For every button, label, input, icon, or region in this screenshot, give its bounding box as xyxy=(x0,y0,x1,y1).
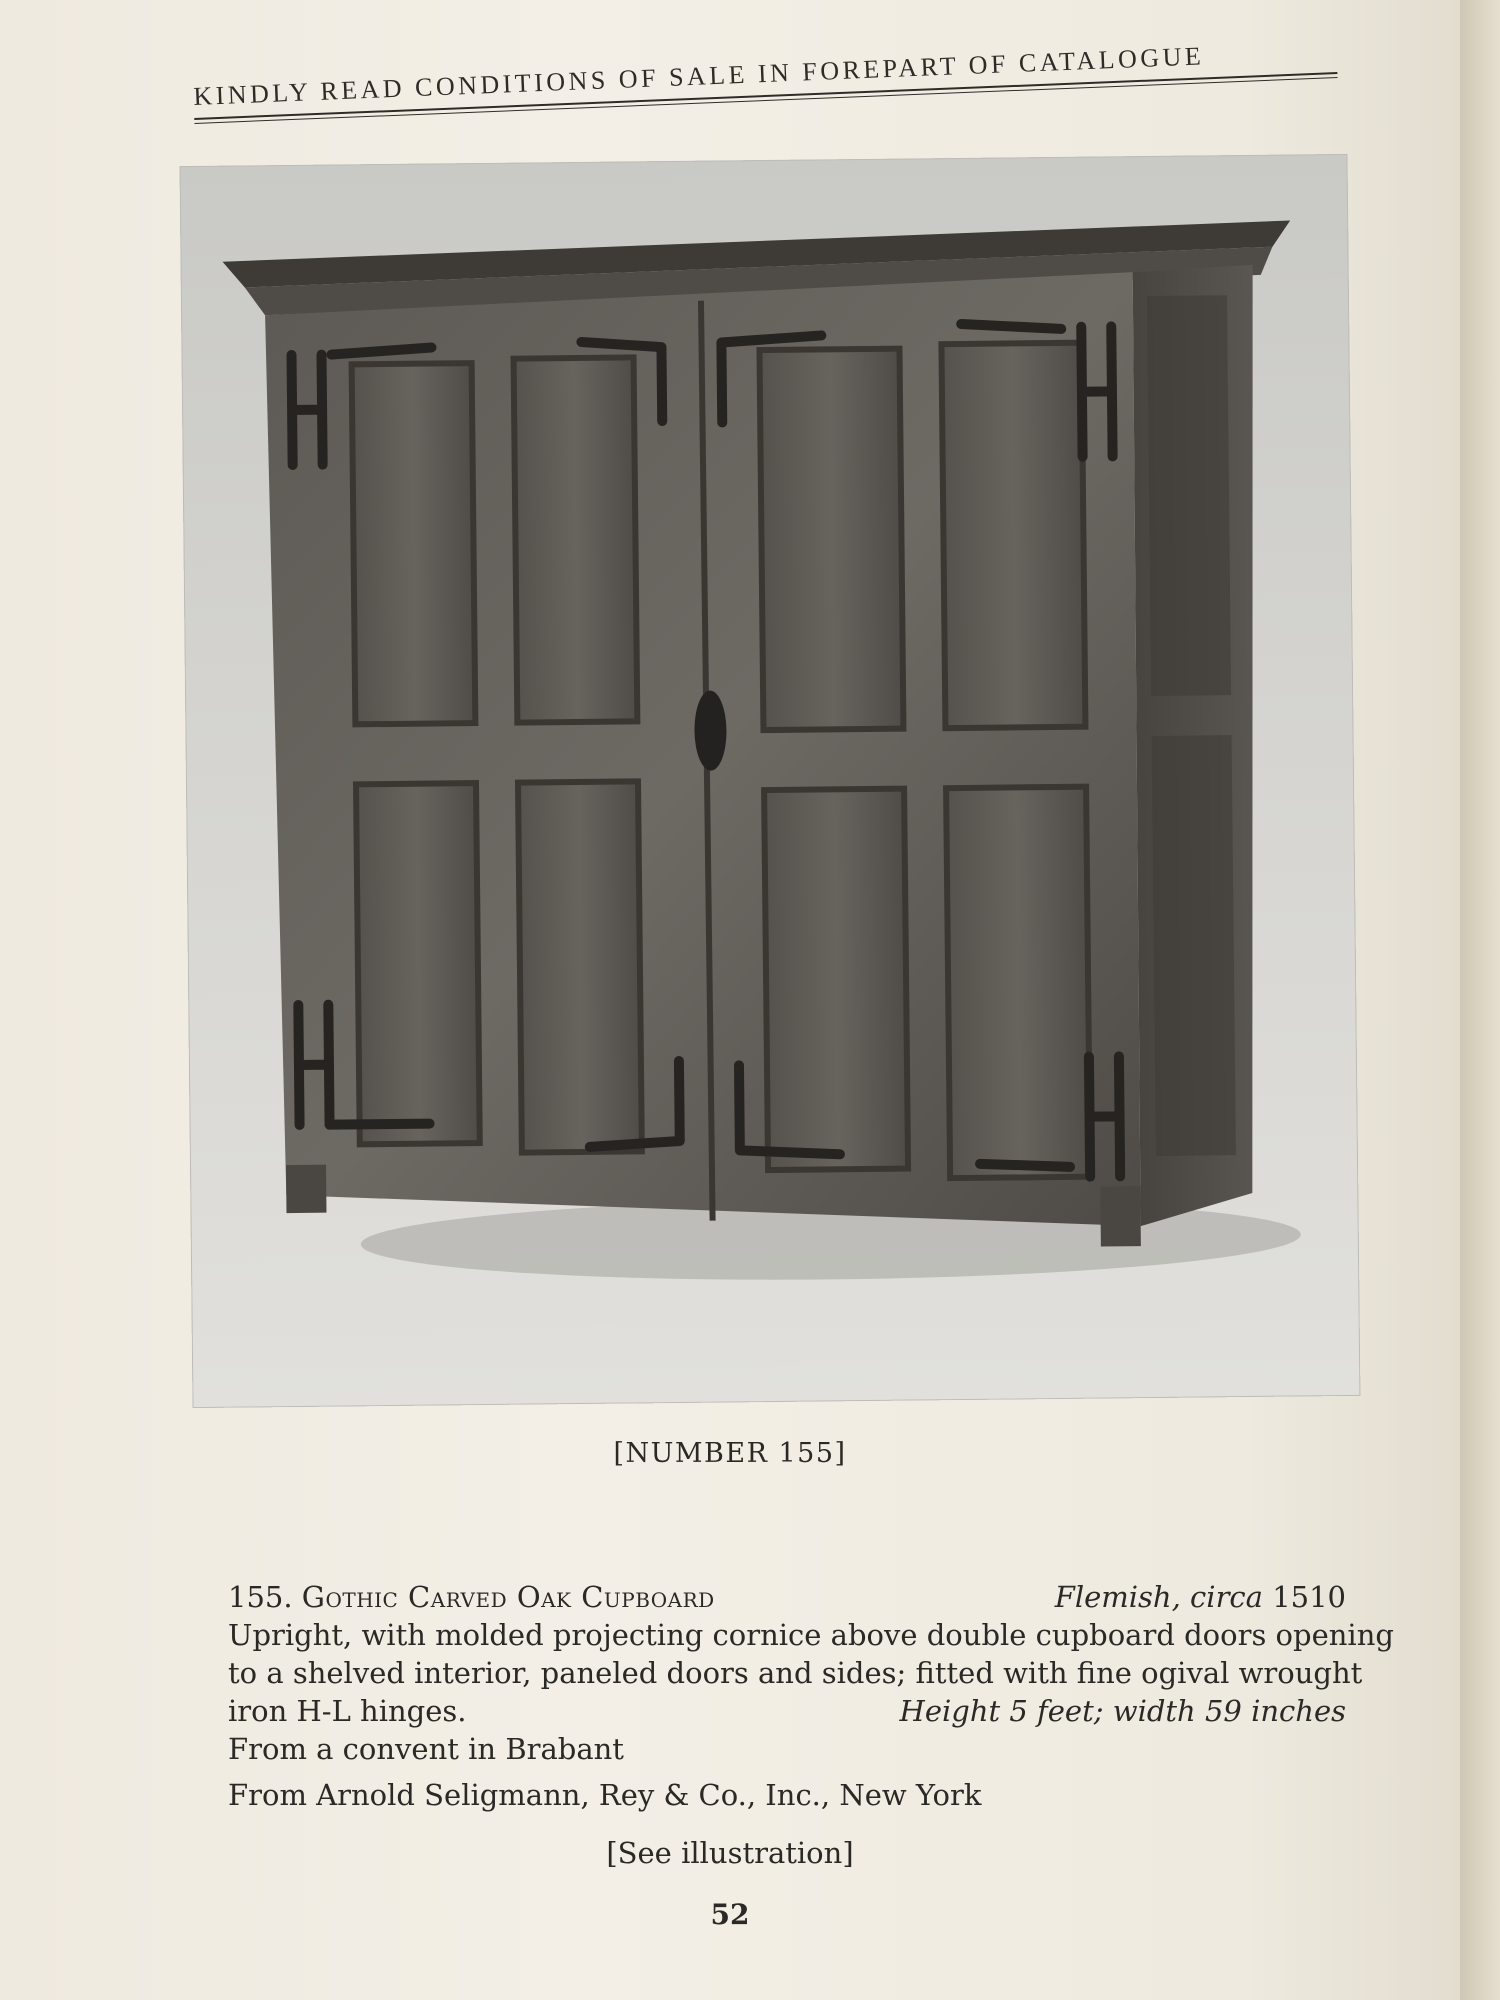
provenance-dealer: From Arnold Seligmann, Rey & Co., Inc., New York xyxy=(228,1778,982,1812)
running-head-text: KINDLY READ CONDITIONS OF SALE IN FOREPART OF CATALOGUE xyxy=(192,41,1205,111)
see-illustration-note: [See illustration] xyxy=(606,1836,854,1870)
catalogue-entry xyxy=(228,1578,1394,1814)
description-line-3: iron H-L hinges. xyxy=(228,1694,467,1728)
cupboard-illustration xyxy=(180,154,1361,1408)
origin-year: 1510 xyxy=(1272,1580,1346,1614)
origin-label: Flemish, xyxy=(1054,1580,1181,1614)
description-line-2: to a shelved interior, paneled doors and sides; fitted with fine ogival wrought xyxy=(228,1656,1363,1690)
lot-number: 155. xyxy=(228,1580,293,1614)
provenance-convent: From a convent in Brabant xyxy=(228,1732,624,1766)
figure-caption: [NUMBER 155] xyxy=(613,1438,847,1469)
description-final-row xyxy=(228,1692,1346,1730)
description-line-1: Upright, with molded projecting cornice above double cupboard doors opening xyxy=(228,1618,1394,1652)
entry-title: Gothic Carved Oak Cupboard xyxy=(301,1580,715,1614)
running-header xyxy=(192,16,1338,124)
dimensions: Height 5 feet; width 59 inches xyxy=(899,1694,1346,1728)
page-number: 52 xyxy=(710,1898,750,1931)
entry-heading-row xyxy=(228,1578,1346,1616)
origin-circa: circa xyxy=(1190,1580,1263,1614)
book-gutter xyxy=(1460,0,1500,2000)
entry-origin xyxy=(1055,1578,1346,1616)
cupboard-photograph xyxy=(180,154,1361,1408)
entry-heading xyxy=(228,1578,715,1616)
